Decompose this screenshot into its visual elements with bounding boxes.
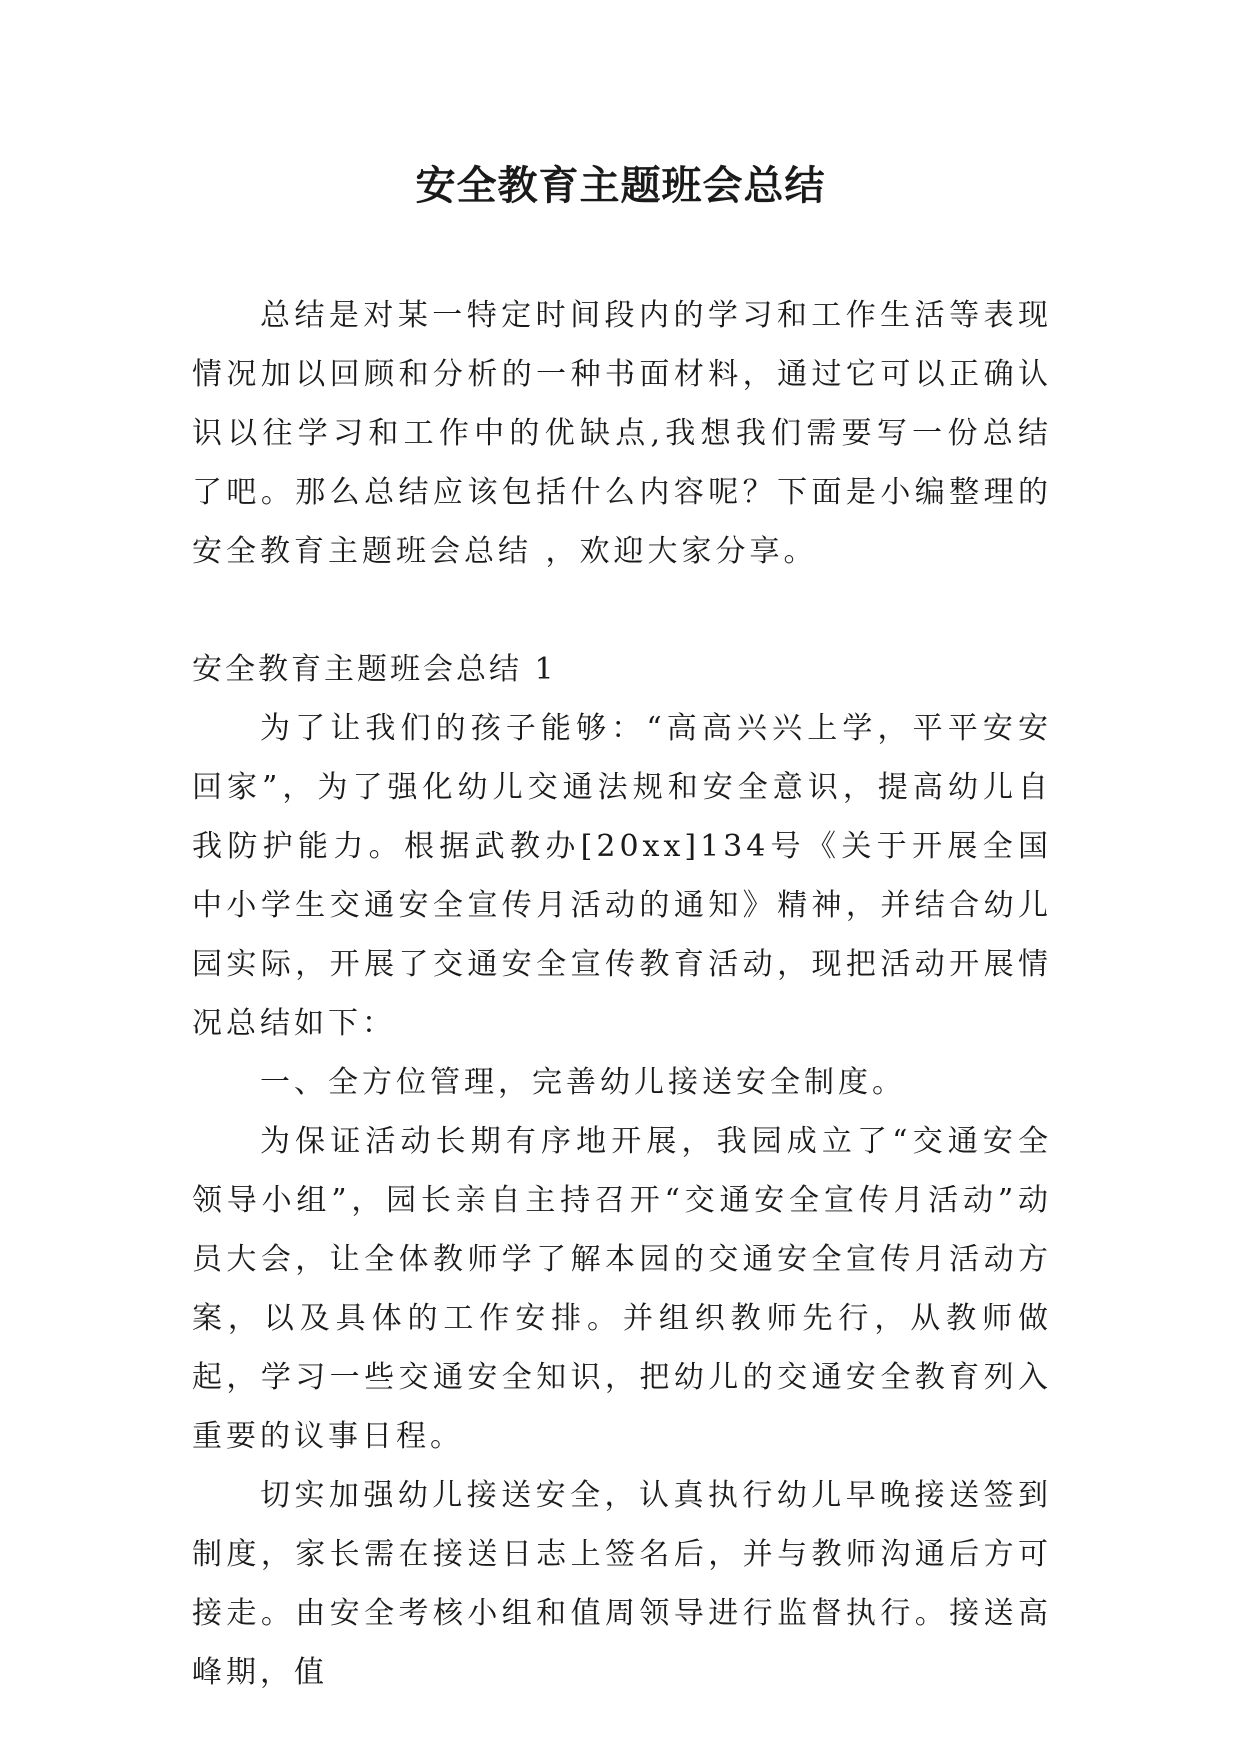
body-paragraph-2: 一、全方位管理，完善幼儿接送安全制度。 bbox=[260, 1065, 906, 1100]
intro-paragraph: 总结是对某一特定时间段内的学习和工作生活等表现情况加以回顾和分析的一种书面材料，通过它可以正确认识以往学习和工作中的优缺点,我想我们需要写一份总结了吧。那么总结应该包括什么内容呢？下面是小编整理的安全教育主题班会总结 ，欢迎大家分享。 bbox=[192, 298, 1052, 569]
document-body bbox=[192, 286, 1052, 1702]
body-paragraph-3: 为保证活动长期有序地开展，我园成立了“交通安全领导小组”，园长亲自主持召开“交通安全宣传月活动”动员大会，让全体教师学了解本园的交通安全宣传月活动方案，以及具体的工作安排。并组织教师先行，从教师做起，学习一些交通安全知识，把幼儿的交通安全教育列入重要的议事日程。 bbox=[192, 1124, 1052, 1454]
body-paragraph-4: 切实加强幼儿接送安全，认真执行幼儿早晚接送签到制度，家长需在接送日志上签名后，并与教师沟通后方可接走。由安全考核小组和值周领导进行监督执行。接送高峰期，值 bbox=[192, 1478, 1052, 1690]
section-heading: 安全教育主题班会总结 1 bbox=[192, 652, 557, 687]
document-title: 安全教育主题班会总结 bbox=[415, 163, 826, 209]
body-paragraph-1: 为了让我们的孩子能够：“高高兴兴上学，平平安安回家”，为了强化幼儿交通法规和安全意识，提高幼儿自我防护能力。根据武教办[20xx]134号《关于开展全国中小学生交通安全宣传月活动的通知》精神，并结合幼儿园实际，开展了交通安全宣传教育活动，现把活动开展情况总结如下： bbox=[192, 711, 1052, 1041]
